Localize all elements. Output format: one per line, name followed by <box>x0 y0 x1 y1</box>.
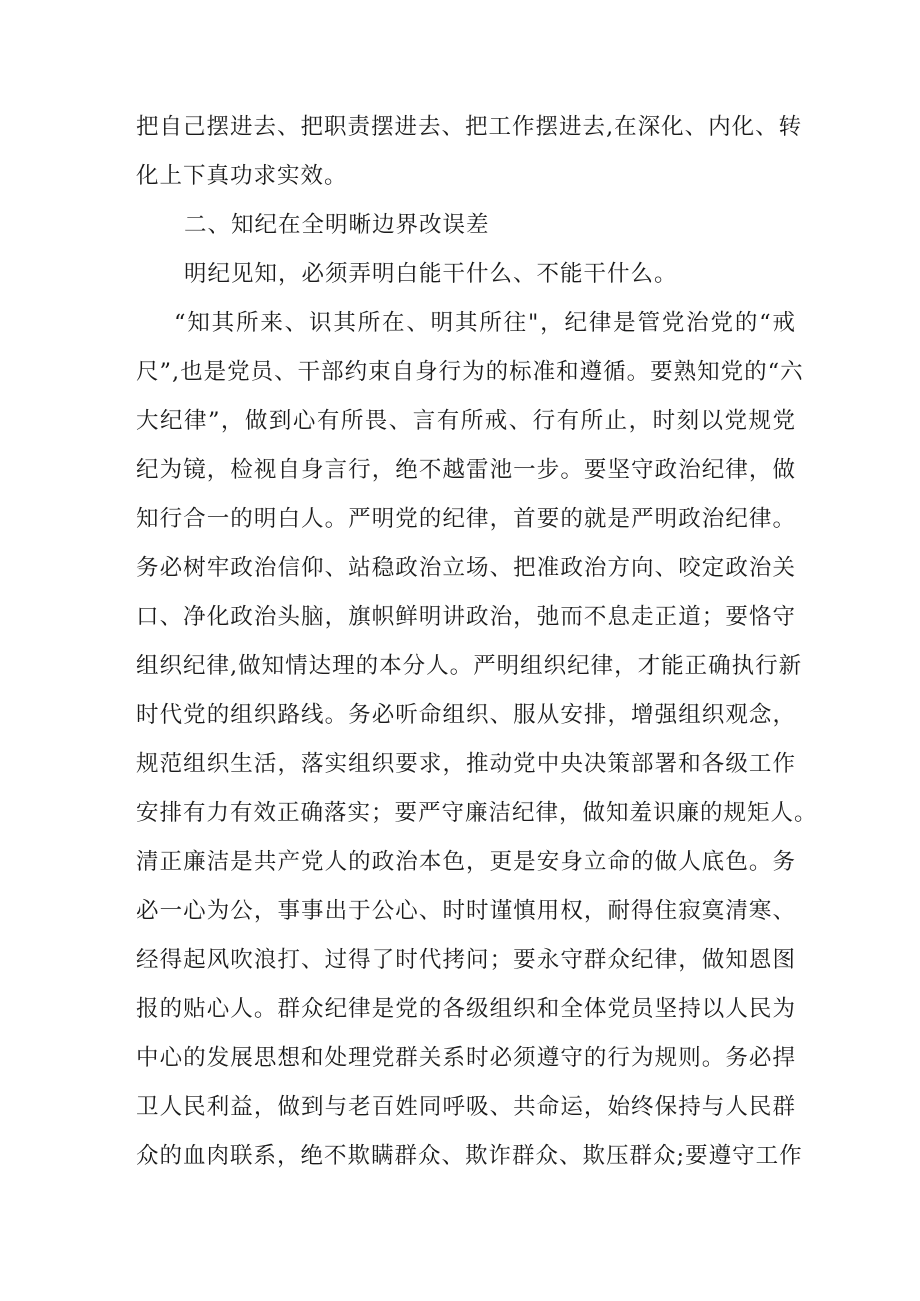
text-line: 知行合一的明白人。严明党的纪律，首要的就是严明政治纪律。 <box>136 506 796 532</box>
text-line: 卫人民利益，做到与老百姓同呼吸、共命运，始终保持与人民群 <box>136 1094 796 1120</box>
text-line: 规范组织生活，落实组织要求，推动党中央决策部署和各级工作 <box>136 751 796 777</box>
text-line: 口、净化政治头脑，旗帜鲜明讲政治，弛而不息走正道；要恪守 <box>136 604 796 630</box>
text-line: 明纪见知，必须弄明白能干什么、不能干什么。 <box>184 261 678 287</box>
text-line: 必一心为公，事事出于公心、时时谨慎用权，耐得住寂寞清寒、 <box>136 898 796 924</box>
text-line: 务必树牢政治信仰、站稳政治立场、把准政治方向、咬定政治关 <box>136 555 796 581</box>
text-line: 尺”,也是党员、干部约束自身行为的标准和遵循。要熟知党的“六 <box>136 359 804 385</box>
text-line: 组织纪律,做知情达理的本分人。严明组织纪律，才能正确执行新 <box>136 653 803 679</box>
text-line: 纪为镜，检视自身言行，绝不越雷池一步。要坚守政治纪律，做 <box>136 457 796 483</box>
text-line: 时代党的组织路线。务必听命组织、服从安排，增强组织观念， <box>136 702 796 728</box>
section-heading: 二、知纪在全明晰边界改误差 <box>184 212 490 238</box>
text-line: 化上下真功求实效。 <box>136 163 348 189</box>
text-line: 把自己摆进去、把职责摆进去、把工作摆进去,在深化、内化、转 <box>136 114 803 140</box>
text-line: 经得起风吹浪打、过得了时代拷问；要永守群众纪律，做知恩图 <box>136 947 796 973</box>
text-line: 大纪律”，做到心有所畏、言有所戒、行有所止，时刻以党规党 <box>136 408 796 434</box>
document-body <box>136 103 818 1181</box>
text-line: “知其所来、识其所在、明其所往"，纪律是管党治党的“戒 <box>174 310 796 336</box>
text-line: 安排有力有效正确落实；要严守廉洁纪律，做知羞识廉的规矩人。 <box>136 800 818 826</box>
text-line: 众的血肉联系，绝不欺瞒群众、欺诈群众、欺压群众;要遵守工作 <box>136 1143 803 1169</box>
text-line: 清正廉洁是共产党人的政治本色，更是安身立命的做人底色。务 <box>136 849 796 875</box>
text-line: 报的贴心人。群众纪律是党的各级组织和全体党员坚持以人民为 <box>136 996 796 1022</box>
text-line: 中心的发展思想和处理党群关系时必须遵守的行为规则。务必捍 <box>136 1045 796 1071</box>
